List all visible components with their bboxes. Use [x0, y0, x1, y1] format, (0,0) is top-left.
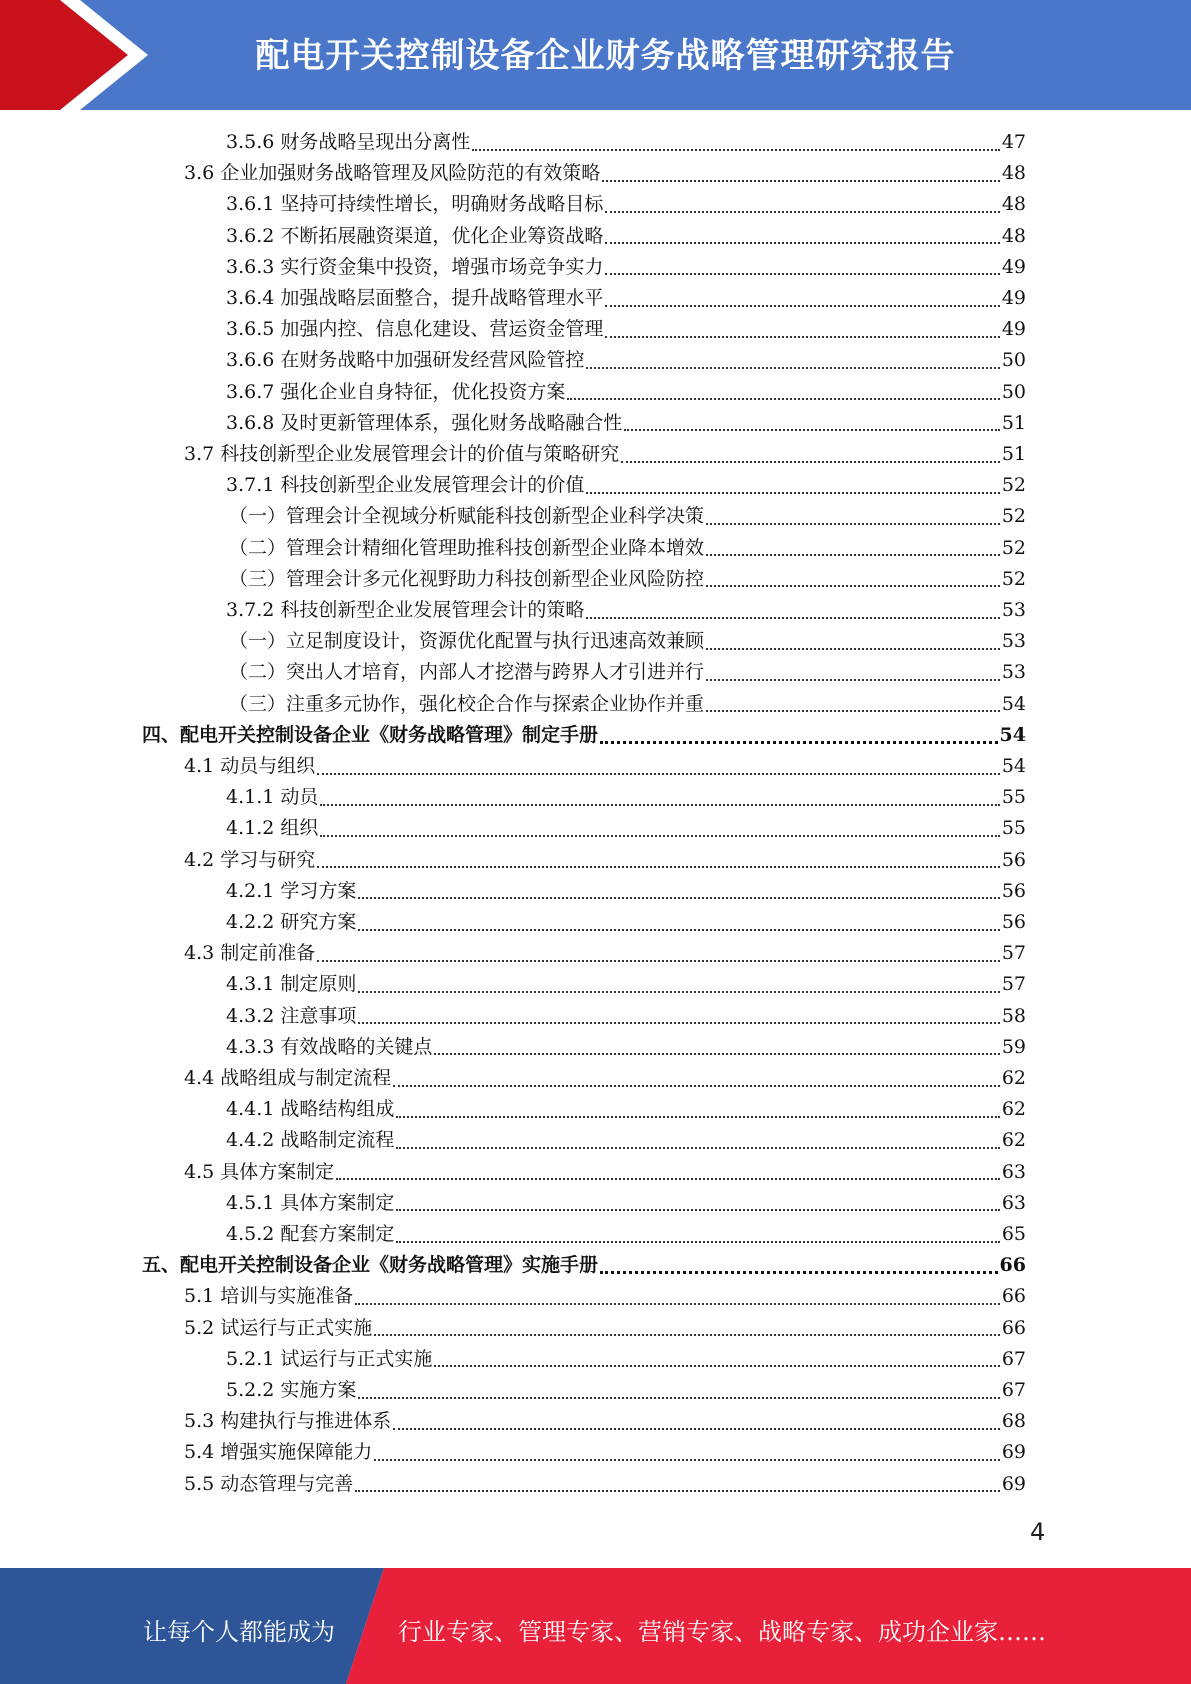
toc-entry-title: 战略组成与制定流程 [220, 1067, 392, 1089]
toc-entry-title: 企业加强财务战略管理及风险防范的有效策略 [220, 162, 601, 185]
toc-entry-number: 4.3.1 [226, 973, 275, 996]
toc-leader-dots [605, 336, 999, 338]
toc-entry[interactable] [229, 689, 1026, 720]
toc-entry[interactable] [184, 751, 1026, 782]
page-number: 4 [1030, 1518, 1046, 1546]
toc-entry-title: 强化企业自身特征，优化投资方案 [280, 380, 566, 403]
toc-entry[interactable] [184, 938, 1026, 969]
toc-entry-title: 试运行与正式实施 [220, 1316, 373, 1339]
toc-entry-page: 52 [1001, 536, 1026, 559]
toc-entry[interactable] [226, 345, 1026, 376]
page-footer [0, 1568, 1191, 1684]
toc-entry-page: 54 [1001, 692, 1026, 715]
toc-leader-dots [320, 804, 999, 806]
toc-entry[interactable] [229, 533, 1026, 564]
toc-entry-title: 不断拓展融资渠道，优化企业筹资战略 [280, 224, 604, 247]
toc-entry-page: 69 [1001, 1441, 1026, 1464]
toc-entry-page: 49 [1001, 318, 1026, 341]
toc-entry-title: 战略结构组成 [280, 1098, 395, 1121]
toc-entry[interactable] [226, 1219, 1026, 1250]
toc-entry-number: 4.1 [184, 755, 215, 777]
toc-entry-title: 实施方案 [280, 1379, 357, 1401]
toc-entry-title: 战略制定流程 [280, 1129, 395, 1152]
toc-entry-title: 试运行与正式实施 [280, 1347, 433, 1370]
toc-entry-page: 51 [1001, 443, 1026, 465]
toc-entry-number: 4.3 [184, 942, 215, 965]
toc-entry-page: 67 [1001, 1347, 1026, 1370]
toc-entry-title: 财务战略呈现出分离性 [280, 131, 471, 153]
toc-leader-dots [374, 1459, 1000, 1461]
toc-entry-number: 3.5.6 [226, 131, 275, 153]
toc-entry-number: 4.4.2 [226, 1129, 275, 1152]
toc-entry[interactable] [184, 439, 1026, 470]
toc-leader-dots [396, 1209, 999, 1211]
toc-leader-dots [706, 585, 1000, 587]
toc-leader-dots [706, 710, 1000, 712]
toc-leader-dots [605, 242, 999, 244]
toc-entry-title: 研究方案 [280, 911, 357, 933]
toc-entry[interactable] [226, 876, 1026, 907]
toc-leader-dots [320, 835, 999, 837]
toc-entry-title: 及时更新管理体系，强化财务战略融合性 [280, 411, 623, 434]
toc-entry-title: 坚持可持续性增长，明确财务战略目标 [280, 193, 604, 216]
toc-leader-dots [567, 398, 999, 400]
toc-entry-number: 3.6.4 [226, 287, 275, 309]
toc-entry-number: 5.3 [184, 1410, 215, 1433]
toc-leader-dots [317, 773, 1000, 775]
toc-entry-page: 66 [1001, 1285, 1026, 1308]
toc-entry-number: 3.6.6 [226, 349, 275, 372]
toc-entry-page: 59 [1001, 1035, 1026, 1058]
toc-entry-number: 5.4 [184, 1441, 215, 1464]
toc-entry-title: 配套方案制定 [280, 1223, 395, 1245]
toc-leader-dots [602, 180, 1000, 182]
toc-entry-number: 3.6.1 [226, 193, 275, 216]
toc-entry[interactable] [226, 1125, 1026, 1156]
toc-entry-title: 在财务战略中加强研发经营风险管控 [280, 349, 585, 372]
toc-entry-page: 56 [1001, 848, 1026, 871]
toc-entry-page: 62 [1001, 1067, 1026, 1089]
toc-entry-title: （一）立足制度设计，资源优化配置与执行迅速高效兼顾 [229, 630, 705, 653]
toc-entry[interactable] [226, 283, 1026, 314]
toc-leader-dots [434, 1365, 999, 1367]
toc-leader-dots [706, 554, 1000, 556]
toc-entry-number: 4.4.1 [226, 1098, 275, 1121]
toc-entry[interactable] [226, 595, 1026, 626]
toc-entry-page: 54 [1001, 755, 1026, 777]
toc-leader-dots [605, 305, 999, 307]
toc-entry-page: 47 [1001, 131, 1026, 153]
toc-entry-number: 3.6.2 [226, 224, 275, 247]
toc-leader-dots [600, 1271, 998, 1274]
toc-entry-page: 52 [1001, 505, 1026, 528]
toc-entry-title: 四、配电开关控制设备企业《财务战略管理》制定手册 [142, 723, 599, 746]
toc-entry-title: 培训与实施准备 [220, 1285, 354, 1308]
toc-entry-page: 55 [1001, 817, 1026, 840]
toc-entry-number: 4.3.3 [226, 1035, 275, 1058]
toc-entry-number: 3.6.7 [226, 380, 275, 403]
toc-leader-dots [624, 429, 999, 431]
report-title: 配电开关控制设备企业财务战略管理研究报告 [255, 36, 956, 76]
toc-entry-title: 科技创新型企业发展管理会计的价值 [280, 474, 585, 497]
toc-entry[interactable] [229, 564, 1026, 595]
toc-entry-page: 63 [1001, 1191, 1026, 1214]
toc-entry-page: 63 [1001, 1160, 1026, 1183]
toc-entry-page: 49 [1001, 287, 1026, 309]
toc-leader-dots [355, 1303, 1000, 1305]
toc-entry[interactable] [184, 1063, 1026, 1094]
toc-entry-page: 49 [1001, 255, 1026, 278]
toc-entry-number: 3.6.3 [226, 255, 275, 278]
toc-entry-number: 5.5 [184, 1472, 215, 1495]
toc-leader-dots [358, 1022, 999, 1024]
toc-entry-title: 动态管理与完善 [220, 1472, 354, 1495]
toc-entry-page: 48 [1001, 224, 1026, 247]
toc-entry-page: 69 [1001, 1472, 1026, 1495]
toc-leader-dots [358, 929, 999, 931]
toc-entry-page: 62 [1001, 1129, 1026, 1152]
toc-entry[interactable] [226, 252, 1026, 283]
toc-entry[interactable] [226, 1001, 1026, 1032]
toc-entry-page: 52 [1001, 567, 1026, 590]
toc-entry[interactable] [226, 782, 1026, 813]
toc-leader-dots [396, 1147, 999, 1149]
toc-leader-dots [358, 897, 999, 899]
toc-entry-page: 50 [1001, 349, 1026, 372]
toc-entry[interactable] [184, 1281, 1026, 1312]
toc-entry-title: 增强实施保障能力 [220, 1441, 373, 1464]
toc-entry-title: （二）突出人才培育，内部人才挖潜与跨界人才引进并行 [229, 661, 705, 684]
toc-leader-dots [374, 1334, 1000, 1336]
toc-entry-title: 制定原则 [280, 973, 357, 996]
toc-entry[interactable] [226, 1188, 1026, 1219]
toc-entry-title: 具体方案制定 [220, 1160, 335, 1183]
toc-entry-page: 66 [999, 1254, 1026, 1277]
toc-leader-dots [586, 617, 999, 619]
toc-entry-title: 注意事项 [280, 1004, 357, 1027]
toc-entry[interactable] [226, 907, 1026, 938]
toc-entry-title: 有效战略的关键点 [280, 1035, 433, 1058]
toc-leader-dots [396, 1241, 999, 1243]
toc-leader-dots [396, 1116, 999, 1118]
toc-entry-number: 3.7.1 [226, 474, 275, 497]
toc-entry-number: 5.2.2 [226, 1379, 275, 1401]
toc-entry-page: 57 [1001, 942, 1026, 965]
toc-entry-page: 66 [1001, 1316, 1026, 1339]
toc-entry-page: 48 [1001, 162, 1026, 185]
toc-entry-number: 3.7 [184, 443, 215, 465]
toc-leader-dots [358, 1397, 999, 1399]
toc-entry-number: 4.4 [184, 1067, 215, 1089]
toc-entry-title: 制定前准备 [220, 942, 316, 965]
toc-entry-title: （三）管理会计多元化视野助力科技创新型企业风险防控 [229, 567, 705, 590]
toc-entry-page: 55 [1001, 786, 1026, 809]
toc-leader-dots [600, 741, 998, 744]
toc-entry[interactable] [226, 1375, 1026, 1406]
toc-entry-page: 48 [1001, 193, 1026, 216]
toc-leader-dots [621, 461, 1000, 463]
toc-entry[interactable] [184, 1437, 1026, 1468]
toc-entry[interactable] [226, 1032, 1026, 1063]
toc-entry-page: 67 [1001, 1379, 1026, 1401]
toc-entry[interactable] [226, 969, 1026, 1000]
toc-entry[interactable] [184, 1157, 1026, 1188]
toc-entry-number: 4.2.2 [226, 911, 275, 933]
toc-entry-page: 56 [1001, 911, 1026, 933]
toc-chapter-entry[interactable] [142, 720, 1026, 751]
toc-entry[interactable] [226, 314, 1026, 345]
toc-entry-title: 具体方案制定 [280, 1191, 395, 1214]
toc-entry-page: 53 [1001, 661, 1026, 684]
toc-entry[interactable] [184, 158, 1026, 189]
toc-entry-number: 5.1 [184, 1285, 215, 1308]
toc-entry[interactable] [226, 189, 1026, 220]
toc-entry[interactable] [226, 408, 1026, 439]
toc-entry-title: 科技创新型企业发展管理会计的策略 [280, 599, 585, 621]
toc-entry-number: 5.2 [184, 1316, 215, 1339]
toc-entry-number: 4.2 [184, 848, 215, 871]
toc-leader-dots [317, 960, 1000, 962]
toc-entry-title: （二）管理会计精细化管理助推科技创新型企业降本增效 [229, 536, 705, 559]
toc-chapter-entry[interactable] [142, 1250, 1026, 1281]
toc-leader-dots [355, 1490, 1000, 1492]
toc-leader-dots [586, 367, 999, 369]
toc-entry-page: 52 [1001, 474, 1026, 497]
toc-entry-number: 4.3.2 [226, 1004, 275, 1027]
toc-leader-dots [605, 211, 999, 213]
toc-entry-page: 57 [1001, 973, 1026, 996]
toc-entry-page: 56 [1001, 879, 1026, 902]
toc-entry[interactable] [229, 501, 1026, 532]
toc-entry[interactable] [229, 657, 1026, 688]
toc-leader-dots [586, 492, 999, 494]
toc-entry[interactable] [184, 1406, 1026, 1437]
toc-entry-page: 51 [1001, 411, 1026, 434]
toc-leader-dots [336, 1178, 1000, 1180]
toc-entry-title: 组织 [280, 817, 319, 840]
toc-entry-title: 学习方案 [280, 879, 357, 902]
toc-leader-dots [706, 523, 1000, 525]
toc-entry[interactable] [226, 1344, 1026, 1375]
toc-entry-title: 加强内控、信息化建设、营运资金管理 [280, 318, 604, 341]
toc-entry-page: 54 [999, 723, 1026, 746]
toc-entry-title: 五、配电开关控制设备企业《财务战略管理》实施手册 [142, 1254, 599, 1277]
toc-entry-number: 3.7.2 [226, 599, 275, 621]
toc-leader-dots [605, 273, 999, 275]
footer-slogan-left: 让每个人都能成为 [143, 1618, 335, 1646]
toc-entry-page: 65 [1001, 1223, 1026, 1245]
toc-entry-title: 科技创新型企业发展管理会计的价值与策略研究 [220, 443, 620, 465]
toc-entry[interactable] [226, 377, 1026, 408]
toc-entry-page: 62 [1001, 1098, 1026, 1121]
toc-leader-dots [317, 866, 1000, 868]
toc-entry-number: 4.1.2 [226, 817, 275, 840]
toc-entry[interactable] [226, 127, 1026, 158]
toc-entry-page: 53 [1001, 630, 1026, 653]
toc-entry[interactable] [184, 845, 1026, 876]
toc-entry-number: 4.5 [184, 1160, 215, 1183]
toc-entry-title: 动员与组织 [220, 755, 316, 777]
page-header [0, 0, 1191, 110]
toc-entry-page: 50 [1001, 380, 1026, 403]
toc-leader-dots [393, 1085, 1000, 1087]
toc-entry-title: 实行资金集中投资，增强市场竞争实力 [280, 255, 604, 278]
toc-entry[interactable] [226, 813, 1026, 844]
toc-leader-dots [706, 648, 1000, 650]
toc-entry-page: 58 [1001, 1004, 1026, 1027]
toc-leader-dots [472, 149, 999, 151]
toc-entry-number: 4.5.1 [226, 1191, 275, 1214]
toc-entry-title: （三）注重多元协作，强化校企合作与探索企业协作并重 [229, 692, 705, 715]
toc-entry-page: 68 [1001, 1410, 1026, 1433]
toc-entry-title: 构建执行与推进体系 [220, 1410, 392, 1433]
toc-entry-title: 学习与研究 [220, 848, 316, 871]
toc-entry-number: 5.2.1 [226, 1347, 275, 1370]
toc-entry[interactable] [184, 1313, 1026, 1344]
toc-entry-number: 4.5.2 [226, 1223, 275, 1245]
toc-entry[interactable] [229, 626, 1026, 657]
toc-leader-dots [358, 991, 999, 993]
toc-entry-number: 3.6 [184, 162, 215, 185]
toc-entry[interactable] [226, 470, 1026, 501]
toc-leader-dots [706, 679, 1000, 681]
footer-slogan-right: 行业专家、管理专家、营销专家、战略专家、成功企业家…… [398, 1618, 1046, 1646]
toc-entry-title: （一）管理会计全视域分析赋能科技创新型企业科学决策 [229, 505, 705, 528]
toc-entry-number: 4.2.1 [226, 879, 275, 902]
toc-leader-dots [434, 1053, 999, 1055]
toc-entry-number: 3.6.8 [226, 411, 275, 434]
toc-entry[interactable] [184, 1469, 1026, 1500]
toc-entry-title: 动员 [280, 786, 319, 809]
toc-entry[interactable] [226, 221, 1026, 252]
toc-entry[interactable] [226, 1094, 1026, 1125]
toc-entry-number: 3.6.5 [226, 318, 275, 341]
toc-leader-dots [393, 1428, 1000, 1430]
toc-entry-title: 加强战略层面整合，提升战略管理水平 [280, 287, 604, 309]
toc-entry-number: 4.1.1 [226, 786, 275, 809]
toc-entry-page: 53 [1001, 599, 1026, 621]
